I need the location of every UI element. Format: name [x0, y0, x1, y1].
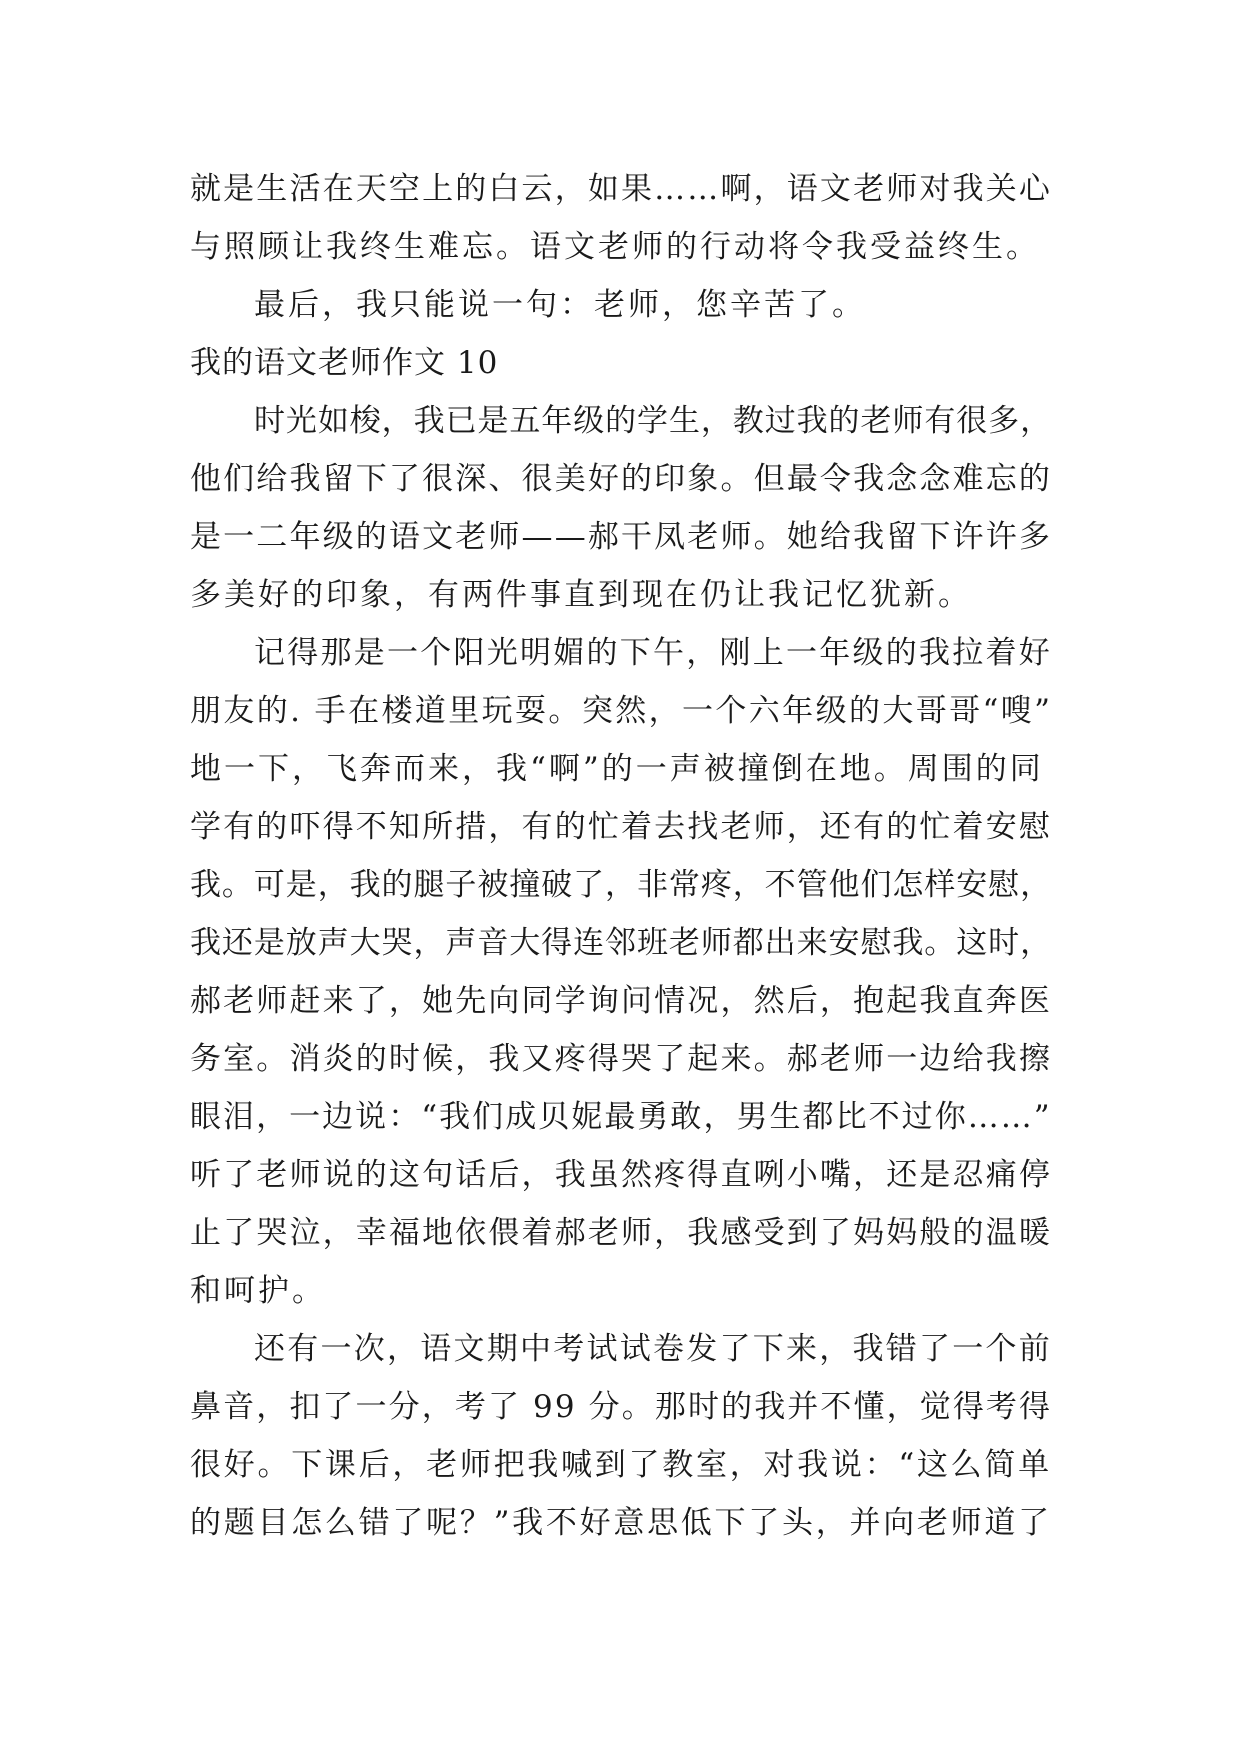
text-line: 郝老师赶来了，她先向同学询问情况，然后，抱起我直奔医 — [190, 983, 1052, 1019]
text-line: 最后，我只能说一句：老师，您辛苦了。 — [254, 287, 866, 323]
essay-title: 我的语文老师作文 10 — [190, 345, 499, 381]
text-line: 时光如梭，我已是五年级的学生，教过我的老师有很多， — [254, 403, 1052, 439]
text-line: 与照顾让我终生难忘。语文老师的行动将令我受益终生。 — [190, 229, 1040, 265]
text-line: 止了哭泣，幸福地依偎着郝老师，我感受到了妈妈般的温暖 — [190, 1215, 1052, 1251]
text-line: 就是生活在天空上的白云，如果……啊，语文老师对我关心 — [190, 171, 1052, 207]
text-line: 地一下，飞奔而来，我“啊”的一声被撞倒在地。周围的同 — [190, 751, 1044, 787]
text-line: 还有一次，语文期中考试试卷发了下来，我错了一个前 — [254, 1331, 1052, 1367]
essay-text — [190, 160, 1052, 1552]
text-line: 眼泪，一边说：“我们成贝妮最勇敢，男生都比不过你……” — [190, 1099, 1052, 1135]
text-line: 和呵护。 — [190, 1273, 326, 1309]
text-line: 他们给我留下了很深、很美好的印象。但最令我念念难忘的 — [190, 461, 1052, 497]
text-line: 记得那是一个阳光明媚的下午，刚上一年级的我拉着好 — [254, 635, 1052, 671]
text-line: 听了老师说的这句话后，我虽然疼得直咧小嘴，还是忍痛停 — [190, 1157, 1052, 1193]
text-line: 多美好的印象，有两件事直到现在仍让我记忆犹新。 — [190, 577, 972, 613]
text-line: 我。可是，我的腿子被撞破了，非常疼，不管他们怎样安慰， — [190, 867, 1052, 903]
text-line: 我还是放声大哭，声音大得连邻班老师都出来安慰我。这时， — [190, 925, 1052, 961]
text-line: 学有的吓得不知所措，有的忙着去找老师，还有的忙着安慰 — [190, 809, 1052, 845]
text-line: 朋友的. 手在楼道里玩耍。突然，一个六年级的大哥哥“嗖” — [190, 693, 1052, 729]
text-line: 是一二年级的语文老师——郝干凤老师。她给我留下许许多 — [190, 519, 1052, 555]
text-line: 鼻音，扣了一分，考了 99 分。那时的我并不懂，觉得考得 — [190, 1389, 1052, 1425]
text-line: 很好。下课后，老师把我喊到了教室，对我说：“这么简单 — [190, 1447, 1052, 1483]
text-line: 的题目怎么错了呢？”我不好意思低下了头，并向老师道了 — [190, 1505, 1052, 1541]
text-line: 务室。消炎的时候，我又疼得哭了起来。郝老师一边给我擦 — [190, 1041, 1052, 1077]
